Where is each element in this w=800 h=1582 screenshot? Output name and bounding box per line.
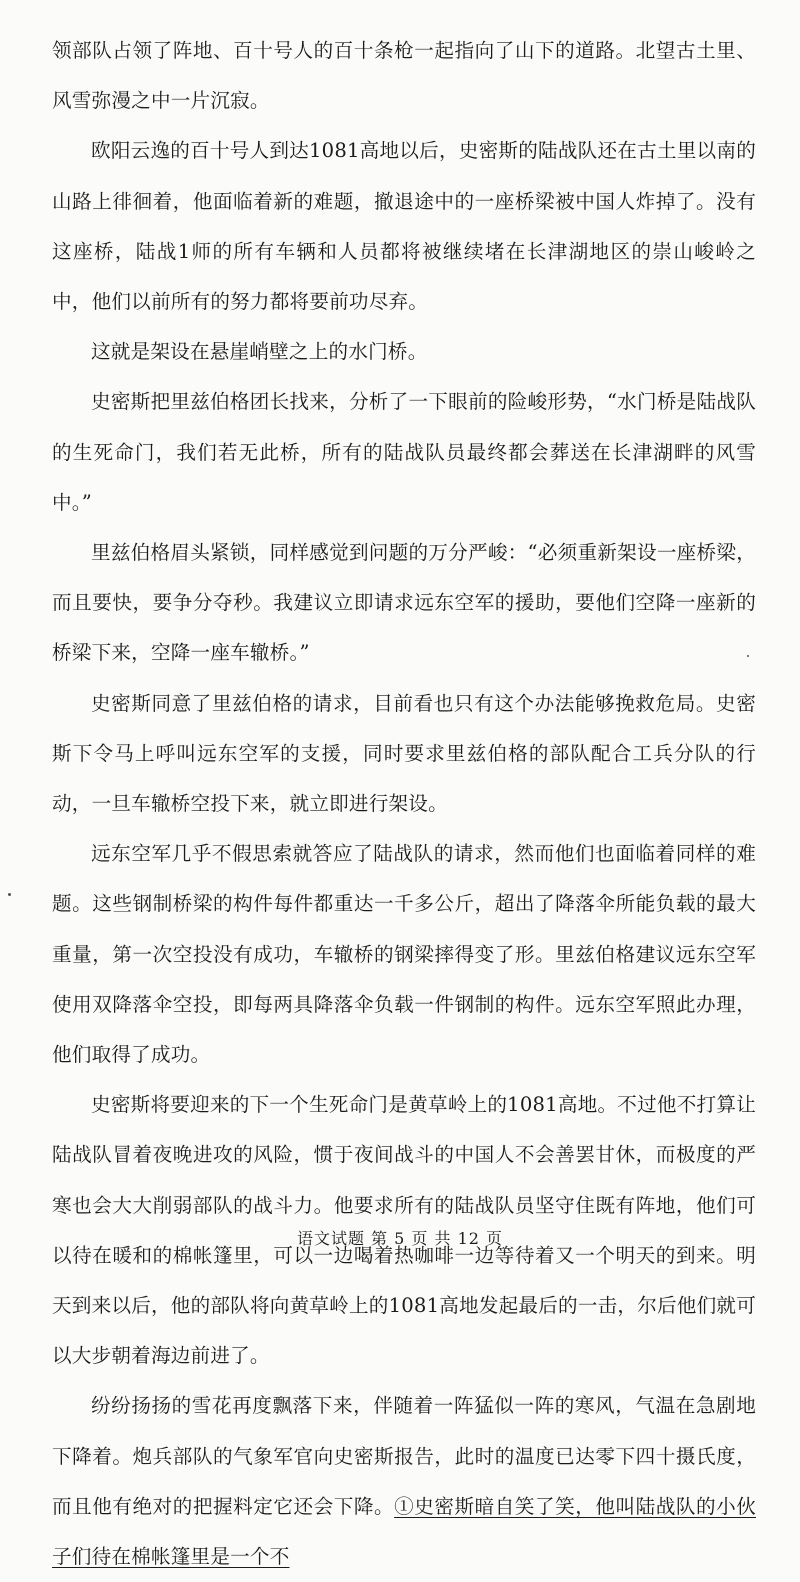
paragraph-2: 欧阳云逸的百十号人到达1081高地以后，史密斯的陆战队还在古土里以南的山路上徘徊着，他面临着新的难题，撤退途中的一座桥梁被中国人炸掉了。没有这座桥，陆战1师的所有车辆和人员都将被继续堵在长津湖地区的崇山峻岭之中，他们以前所有的努力都将要前功尽弃。: [52, 139, 756, 314]
scan-speck: [8, 893, 11, 896]
scan-speck: [747, 655, 749, 657]
page-footer: 语文试题 第 5 页 共 12 页: [296, 1229, 504, 1248]
underlined-sentence-1: ①史密斯暗自笑了笑，他叫陆战队的小伙子们待在棉帐篷里是一个不: [52, 1494, 756, 1569]
paragraph-3: 这就是架设在悬崖峭壁之上的水门桥。: [91, 340, 428, 364]
paragraph-7: 远东空军几乎不假思索就答应了陆战队的请求，然而他们也面临着同样的难题。这些钢制桥梁的构件每件都重达一千多公斤，超出了降落伞所能负载的最大重量，第一次空投没有成功，车辙桥的钢梁摔得变了形。里兹伯格建议远东空军使用双降落伞空投，即每两具降落伞负载一件钢制的构件。远东空军照此办理，他们取得了成功。: [52, 842, 756, 1067]
paragraph-8: 史密斯将要迎来的下一个生死命门是黄草岭上的1081高地。不过他不打算让陆战队冒着夜晚进攻的风险，惯于夜间战斗的中国人不会善罢甘休，而极度的严寒也会大大削弱部队的战斗力。他要求所有的陆战队员坚守住既有阵地，他们可以待在暖和的棉帐篷里，可以一边喝着热咖啡一边等待着又一个明天的到来。明天到来以后，他的部队将向黄草岭上的1081高地发起最后的一击，尔后他们就可以大步朝着海边前进了。: [52, 1093, 756, 1368]
paragraph-9: [52, 1381, 756, 1582]
paragraph-6: 史密斯同意了里兹伯格的请求，目前看也只有这个办法能够挽救危局。史密斯下令马上呼叫远东空军的支援，同时要求里兹伯格的部队配合工兵分队的行动，一旦车辙桥空投下来，就立即进行架设。: [52, 691, 756, 816]
paragraph-5: 里兹伯格眉头紧锁，同样感觉到问题的万分严峻：“必须重新架设一座桥梁，而且要快，要争分夺秒。我建议立即请求远东空军的援助，要他们空降一座新的桥梁下来，空降一座车辙桥。”: [52, 541, 756, 665]
paragraph-9-text: 纷纷扬扬的雪花再度飘落下来，伴随着一阵猛似一阵的寒风，气温在急剧地下降着。炮兵部队的气象军官向史密斯报告，此时的温度已达零下四十摄氏度，而且他有绝对的把握料定它还会下降。: [52, 1394, 756, 1518]
paragraph-4: 史密斯把里兹伯格团长找来，分析了一下眼前的险峻形势，“水门桥是陆战队的生死命门，我们若无此桥，所有的陆战队员最终都会葬送在长津湖畔的风雪中。”: [52, 390, 756, 514]
paragraph-1: 领部队占领了阵地、百十号人的百十条枪一起指向了山下的道路。北望古土里、风雪弥漫之中一片沉寂。: [52, 39, 756, 113]
page-body: [52, 26, 756, 1582]
